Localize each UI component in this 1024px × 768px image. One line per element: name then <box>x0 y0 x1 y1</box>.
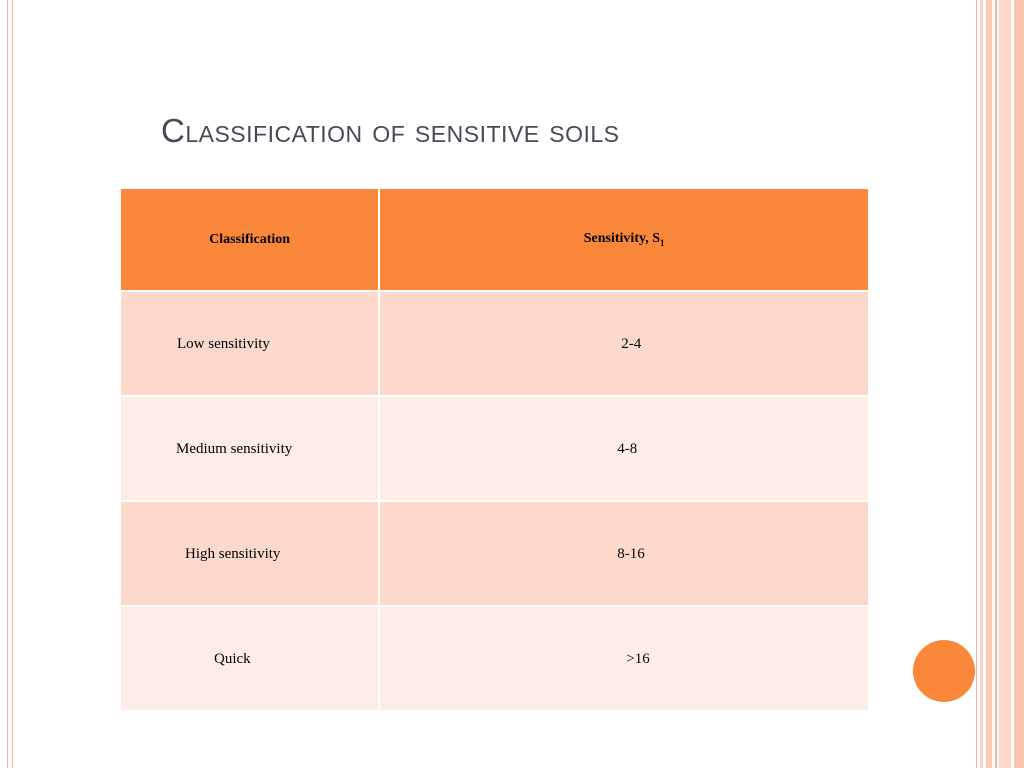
sensitivity-table <box>119 187 870 712</box>
header-classification <box>120 188 379 291</box>
decorative-circle <box>913 640 975 702</box>
right-stripe <box>999 0 1011 768</box>
table-header-row <box>120 188 869 291</box>
classification-value: Medium sensitivity <box>176 441 293 457</box>
left-border-line <box>12 0 13 768</box>
header-sensitivity <box>379 188 869 291</box>
sensitivity-value: 2-4 <box>621 336 642 352</box>
sensitivity-cell <box>379 606 869 711</box>
table-row <box>120 501 869 606</box>
sensitivity-cell <box>379 396 869 501</box>
sensitivity-cell <box>379 291 869 396</box>
header-classification-label: Classification <box>209 231 291 247</box>
classification-cell <box>120 396 379 501</box>
table-row <box>120 396 869 501</box>
classification-value: Quick <box>214 651 251 667</box>
classification-cell <box>120 606 379 711</box>
header-sensitivity-subscript: 1 <box>660 237 665 248</box>
slide-title: Classification of sensitive soils <box>161 112 620 149</box>
right-stripe <box>980 0 983 768</box>
right-stripe <box>986 0 992 768</box>
right-stripe <box>1014 0 1024 768</box>
header-sensitivity-label: Sensitivity, S <box>583 231 660 247</box>
right-stripe <box>976 0 977 768</box>
classification-cell <box>120 501 379 606</box>
classification-cell <box>120 291 379 396</box>
right-stripe <box>995 0 997 768</box>
classification-value: Low sensitivity <box>177 336 270 352</box>
sensitivity-cell <box>379 501 869 606</box>
sensitivity-value: >16 <box>626 651 650 667</box>
sensitivity-value: 4-8 <box>617 441 638 457</box>
classification-value: High sensitivity <box>185 546 281 562</box>
table-row <box>120 606 869 711</box>
left-border-line <box>7 0 8 768</box>
table-row <box>120 291 869 396</box>
sensitivity-value: 8-16 <box>617 546 645 562</box>
